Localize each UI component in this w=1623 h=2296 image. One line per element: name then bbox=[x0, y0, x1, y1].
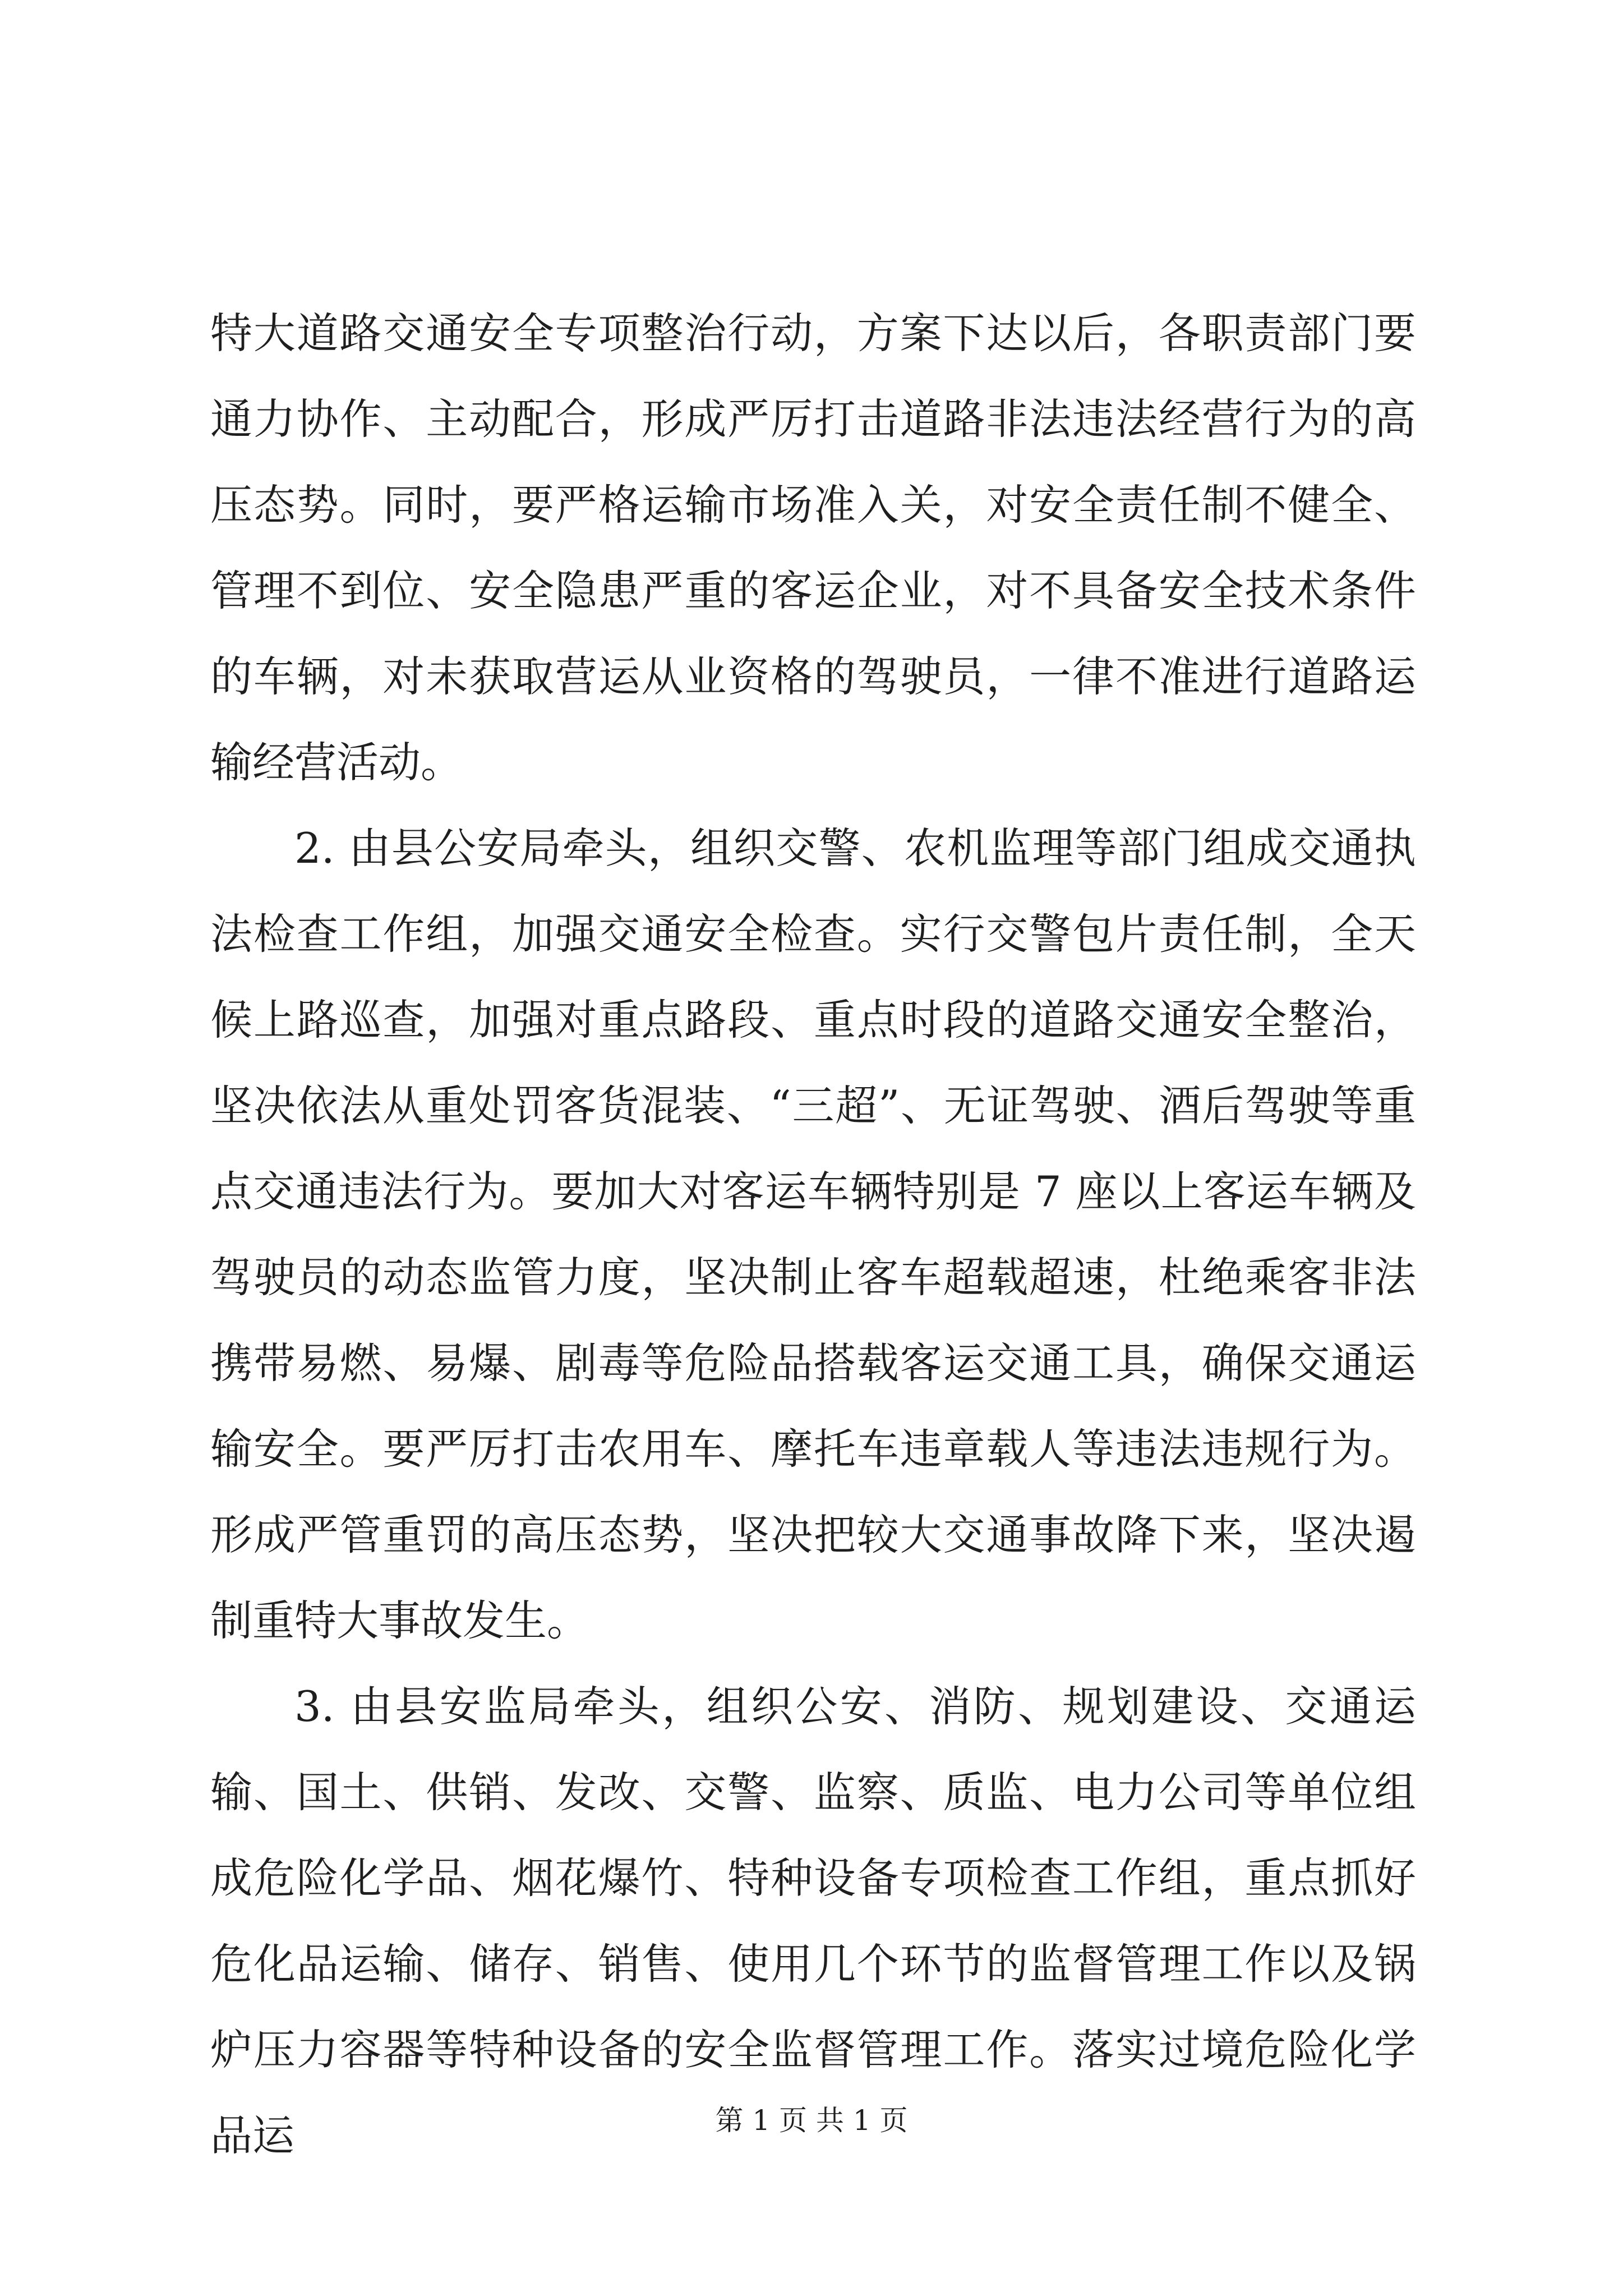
paragraph-3: 3. 由县安监局牵头，组织公安、消防、规划建设、交通运输、国土、供销、发改、交警、监察、质监、电力公司等单位组成危险化学品、烟花爆竹、特种设备专项检查工作组，重点抓好危化品运输、储存、销售、使用几个环节的监督管理工作以及锅炉压力容器等特种设备的安全监督管理工作。落实过境危险化学品运 bbox=[210, 1682, 1416, 2160]
page-footer: 第 1 页 共 1 页 bbox=[715, 2104, 908, 2137]
paragraph-1: 特大道路交通安全专项整治行动，方案下达以后，各职责部门要通力协作、主动配合，形成严厉打击道路非法违法经营行为的高压态势。同时，要严格运输市场准入关，对安全责任制不健全、管理不到位、安全隐患严重的客运企业，对不具备安全技术条件的车辆，对未获取营运从业资格的驾驶员，一律不准进行道路运输经营活动。 bbox=[210, 309, 1416, 787]
document-body bbox=[210, 291, 1416, 2179]
paragraph-2: 2. 由县公安局牵头，组织交警、农机监理等部门组成交通执法检查工作组，加强交通安全检查。实行交警包片责任制，全天候上路巡查，加强对重点路段、重点时段的道路交通安全整治，坚决依法从重处罚客货混装、“三超”、无证驾驶、酒后驾驶等重点交通违法行为。要加大对客运车辆特别是 7 座以上客运车辆及驾驶员的动态监管力度，坚决制止客车超载超速，杜绝乘客非法携带易燃、易爆、剧毒等危险品搭载客运交通工具，确保交通运输安全。要严厉打击农用车、摩托车违章载人等违法违规行为。形成严管重罚的高压态势，坚决把较大交通事故降下来，坚决遏制重特大事故发生。 bbox=[210, 823, 1416, 1645]
